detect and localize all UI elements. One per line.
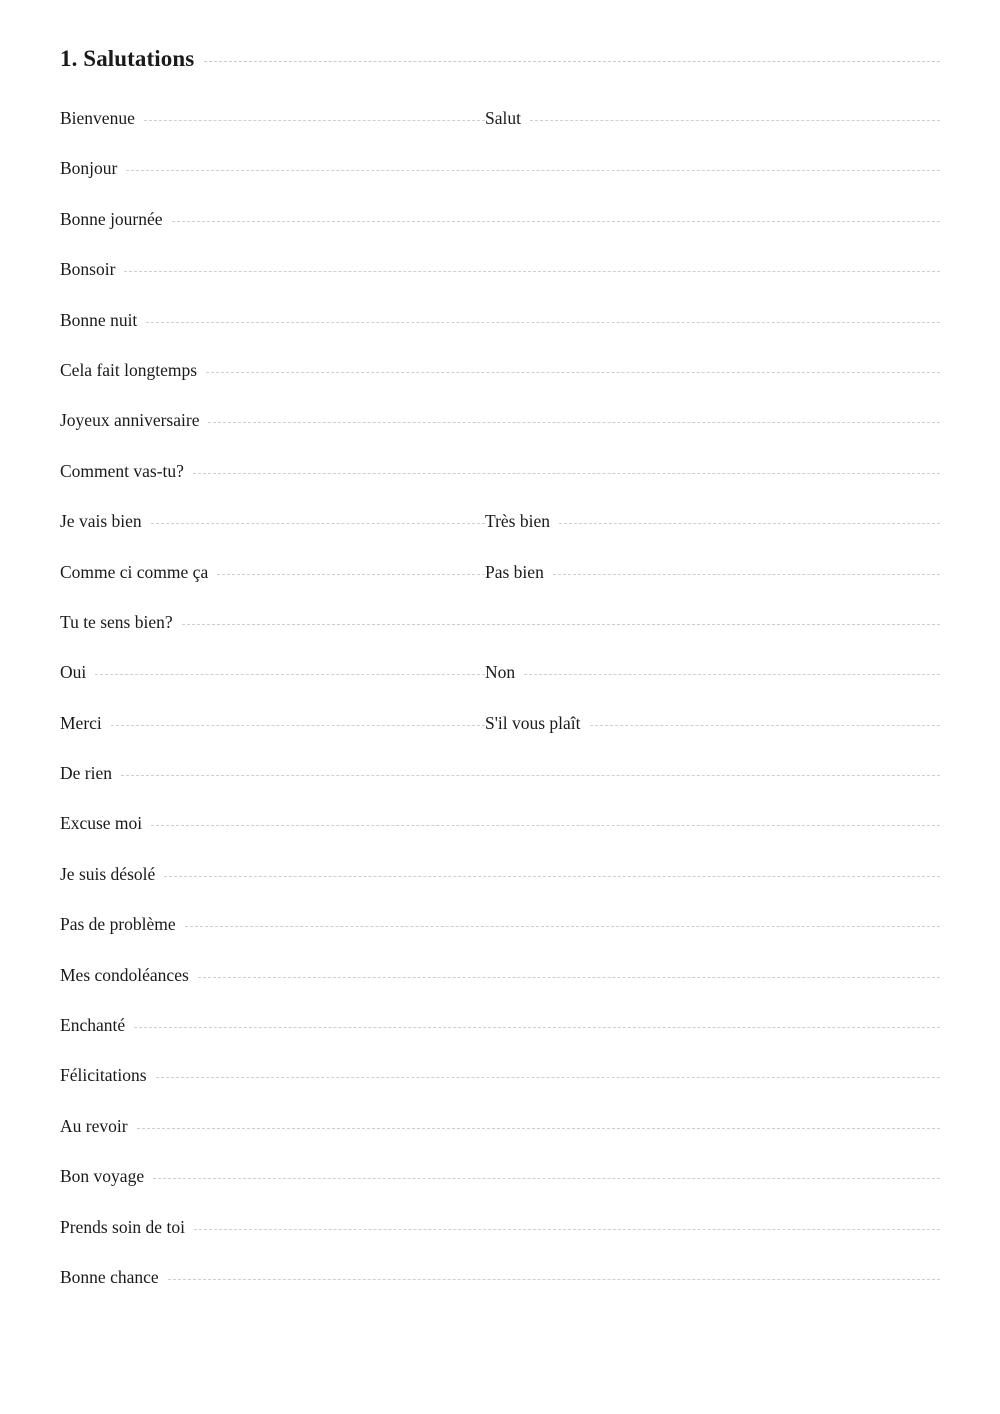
answer-write-line[interactable] <box>146 321 940 323</box>
vocabulary-term: Bon voyage <box>60 1166 145 1187</box>
vocabulary-row <box>60 1116 940 1166</box>
vocabulary-entry-left <box>60 1015 940 1036</box>
vocabulary-term: Mes condoléances <box>60 964 189 985</box>
answer-write-line[interactable] <box>121 774 940 776</box>
vocabulary-row <box>60 360 940 410</box>
vocabulary-entry-left <box>60 612 940 633</box>
page-title: 1. Salutations <box>60 46 195 71</box>
answer-write-line[interactable] <box>590 724 940 726</box>
vocabulary-entry-left <box>60 813 940 834</box>
answer-write-line[interactable] <box>156 1076 940 1078</box>
vocabulary-row <box>60 864 940 914</box>
answer-write-line[interactable] <box>193 472 940 474</box>
vocabulary-term: Salut <box>485 108 521 128</box>
vocabulary-row <box>60 410 940 460</box>
vocabulary-entry-left <box>60 108 485 129</box>
vocabulary-term: Non <box>485 662 516 683</box>
vocabulary-term: Je suis désolé <box>60 863 156 884</box>
answer-write-line[interactable] <box>559 522 940 524</box>
vocabulary-entry-right <box>485 511 940 532</box>
vocabulary-entry-left <box>60 461 940 482</box>
vocabulary-term: Très bien <box>485 511 550 532</box>
vocabulary-row <box>60 914 940 964</box>
vocabulary-term: S'il vous plaît <box>485 712 581 733</box>
vocabulary-entry-left <box>60 1166 940 1187</box>
vocabulary-entry-left <box>60 763 940 784</box>
vocabulary-term: Pas bien <box>485 561 544 582</box>
vocabulary-entry-left <box>60 360 940 381</box>
answer-write-line[interactable] <box>134 1026 940 1028</box>
vocabulary-row <box>60 965 940 1015</box>
answer-write-line[interactable] <box>124 270 940 272</box>
vocabulary-entry-left <box>60 562 485 583</box>
vocabulary-row <box>60 562 940 612</box>
answer-write-line[interactable] <box>95 673 485 675</box>
vocabulary-entry-left <box>60 1217 940 1238</box>
vocabulary-list <box>60 108 940 1317</box>
vocabulary-row <box>60 461 940 511</box>
answer-write-line[interactable] <box>151 522 485 524</box>
vocabulary-row <box>60 713 940 763</box>
vocabulary-row <box>60 1267 940 1317</box>
vocabulary-row <box>60 1015 940 1065</box>
answer-write-line[interactable] <box>144 119 485 121</box>
vocabulary-row <box>60 612 940 662</box>
vocabulary-term: Bonjour <box>60 158 118 179</box>
vocabulary-entry-left <box>60 410 940 431</box>
answer-write-line[interactable] <box>553 573 940 575</box>
vocabulary-entry-left <box>60 1065 940 1086</box>
vocabulary-term: Pas de problème <box>60 914 176 935</box>
vocabulary-term: Bonne chance <box>60 1266 159 1287</box>
vocabulary-row <box>60 259 940 309</box>
answer-write-line[interactable] <box>168 1278 940 1280</box>
vocabulary-row <box>60 209 940 259</box>
answer-write-line[interactable] <box>185 925 940 927</box>
vocabulary-term: Cela fait longtemps <box>60 359 198 380</box>
vocabulary-row <box>60 158 940 208</box>
vocabulary-term: Prends soin de toi <box>60 1216 185 1237</box>
answer-write-line[interactable] <box>182 623 940 625</box>
vocabulary-entry-left <box>60 1267 940 1288</box>
vocabulary-entry-left <box>60 1116 940 1137</box>
vocabulary-entry-left <box>60 965 940 986</box>
vocabulary-term: Comme ci comme ça <box>60 561 209 582</box>
vocabulary-row <box>60 662 940 712</box>
section-header <box>60 46 940 72</box>
answer-write-line[interactable] <box>111 724 485 726</box>
vocabulary-entry-left <box>60 662 485 683</box>
vocabulary-entry-left <box>60 209 940 230</box>
vocabulary-entry-left <box>60 713 485 734</box>
vocabulary-row <box>60 108 940 158</box>
vocabulary-term: Au revoir <box>60 1115 128 1136</box>
vocabulary-entry-right <box>485 108 940 129</box>
answer-write-line[interactable] <box>151 824 940 826</box>
answer-write-line[interactable] <box>208 421 940 423</box>
answer-write-line[interactable] <box>524 673 940 675</box>
vocabulary-entry-left <box>60 259 940 280</box>
answer-write-line[interactable] <box>194 1228 940 1230</box>
vocabulary-term: Bienvenue <box>60 108 135 128</box>
title-dashed-rule <box>204 60 940 62</box>
vocabulary-term: Félicitations <box>60 1065 147 1086</box>
answer-write-line[interactable] <box>198 976 940 978</box>
vocabulary-term: Oui <box>60 662 87 683</box>
vocabulary-term: Enchanté <box>60 1015 126 1036</box>
answer-write-line[interactable] <box>137 1127 940 1129</box>
vocabulary-entry-left <box>60 310 940 331</box>
answer-write-line[interactable] <box>153 1177 940 1179</box>
vocabulary-row <box>60 1217 940 1267</box>
vocabulary-term: Joyeux anniversaire <box>60 410 200 431</box>
vocabulary-term: De rien <box>60 763 112 784</box>
vocabulary-term: Bonne journée <box>60 208 163 229</box>
vocabulary-term: Merci <box>60 712 102 733</box>
vocabulary-row <box>60 511 940 561</box>
vocabulary-entry-left <box>60 914 940 935</box>
vocabulary-term: Comment vas-tu? <box>60 460 184 481</box>
vocabulary-row <box>60 1065 940 1115</box>
answer-write-line[interactable] <box>217 573 485 575</box>
vocabulary-term: Tu te sens bien? <box>60 611 173 632</box>
vocabulary-entry-right <box>485 662 940 683</box>
answer-write-line[interactable] <box>206 371 940 373</box>
vocabulary-entry-left <box>60 864 940 885</box>
answer-write-line[interactable] <box>172 220 940 222</box>
answer-write-line[interactable] <box>164 875 940 877</box>
vocabulary-entry-left <box>60 158 940 179</box>
vocabulary-entry-left <box>60 511 485 532</box>
vocabulary-row <box>60 310 940 360</box>
vocabulary-row <box>60 763 940 813</box>
vocabulary-term: Bonsoir <box>60 259 116 280</box>
answer-write-line[interactable] <box>530 119 940 121</box>
vocabulary-term: Excuse moi <box>60 813 143 834</box>
vocabulary-entry-right <box>485 562 940 583</box>
vocabulary-row <box>60 813 940 863</box>
vocabulary-entry-right <box>485 713 940 734</box>
answer-write-line[interactable] <box>126 169 940 171</box>
vocabulary-term: Bonne nuit <box>60 309 138 330</box>
vocabulary-term: Je vais bien <box>60 511 142 532</box>
vocabulary-row <box>60 1166 940 1216</box>
